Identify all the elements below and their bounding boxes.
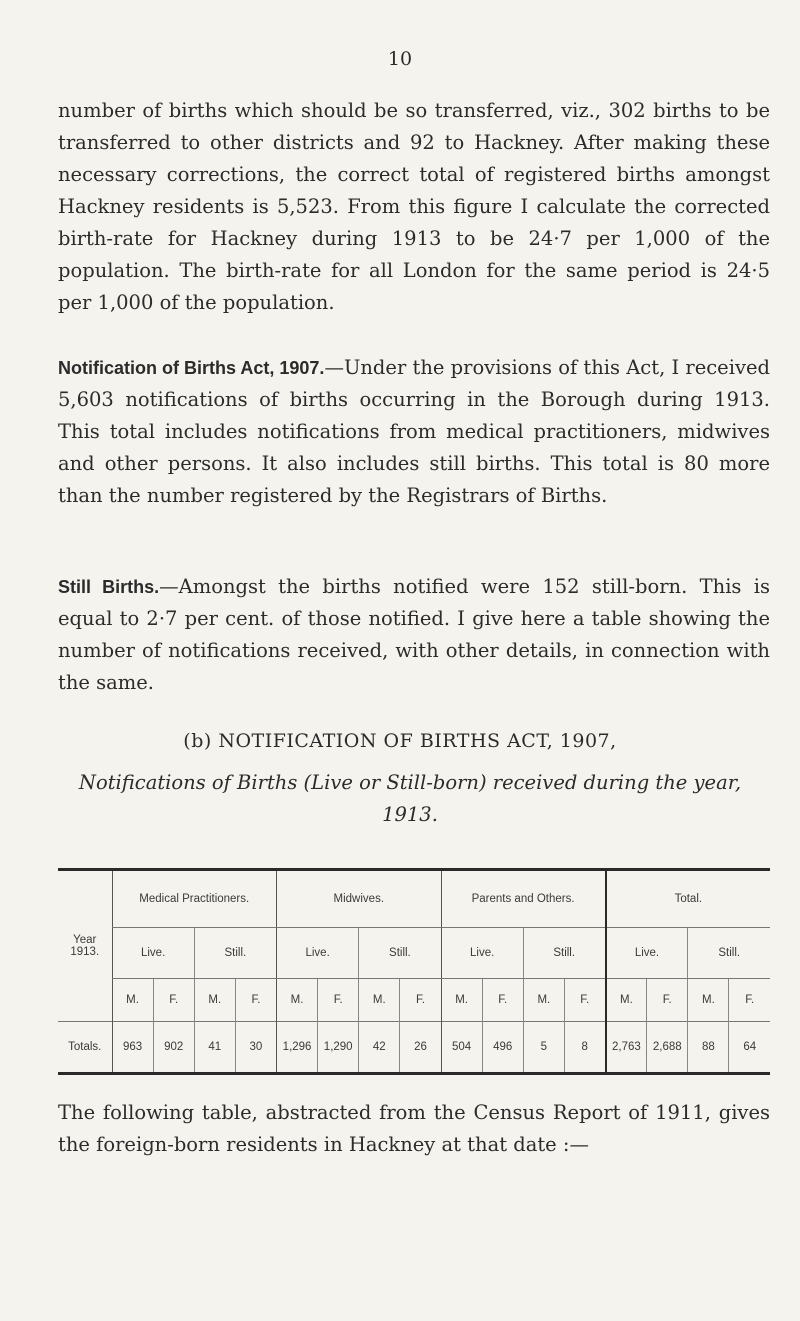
sex-header-f: F. <box>729 979 770 1022</box>
total-cell: 42 <box>359 1022 400 1074</box>
sex-header-f: F. <box>647 979 688 1022</box>
totals-label: Totals. <box>58 1022 112 1074</box>
total-cell: 88 <box>688 1022 729 1074</box>
section-subtitle: Notifications of Births (Live or Still-born) received during the year, 1913. <box>78 771 742 826</box>
sex-header-f: F. <box>482 979 523 1022</box>
notifications-table <box>58 868 770 1075</box>
sex-header-f: F. <box>318 979 359 1022</box>
still-births-heading: Still Births. <box>58 577 160 597</box>
notifications-table-wrapper <box>58 868 770 1075</box>
sex-header-m: M. <box>523 979 564 1022</box>
section-title: (b) NOTIFICATION OF BIRTHS ACT, 1907, <box>183 730 617 752</box>
sex-header-m: M. <box>606 979 647 1022</box>
total-cell: 64 <box>729 1022 770 1074</box>
total-cell: 963 <box>112 1022 153 1074</box>
subheader-still: Still. <box>359 928 441 979</box>
paragraph-notification-act <box>58 352 770 512</box>
total-cell: 2,763 <box>606 1022 647 1074</box>
sex-header-f: F. <box>235 979 276 1022</box>
sex-header-f: F. <box>153 979 194 1022</box>
total-cell: 1,296 <box>277 1022 318 1074</box>
table-row-totals <box>58 1022 770 1074</box>
notification-act-heading: Notification of Births Act, 1907. <box>58 358 325 378</box>
paragraph-birth-rate: number of births which should be so transferred, viz., 302 births to be transferred to other districts and 92 to Hackney. After making these necessary corrections, the correct total of registered births amongst Hackney residents is 5,523. From this figure I calculate the corrected birth-rate for Hackney during 1913 to be 24·7 per 1,000 of the population. The birth-rate for all London for the same period is 24·5 per 1,000 of the population. <box>58 99 770 314</box>
total-cell: 26 <box>400 1022 441 1074</box>
table-header-sex <box>58 979 770 1022</box>
total-cell: 2,688 <box>647 1022 688 1074</box>
total-cell: 1,290 <box>318 1022 359 1074</box>
total-cell: 8 <box>564 1022 605 1074</box>
subheader-live: Live. <box>112 928 194 979</box>
total-cell: 504 <box>441 1022 482 1074</box>
table-header-groups <box>58 870 770 928</box>
sex-header-m: M. <box>441 979 482 1022</box>
sex-header-m: M. <box>688 979 729 1022</box>
subheader-still: Still. <box>194 928 276 979</box>
subheader-still: Still. <box>523 928 605 979</box>
subheader-live: Live. <box>441 928 523 979</box>
sex-header-m: M. <box>112 979 153 1022</box>
sex-header-m: M. <box>194 979 235 1022</box>
group-header-midwives: Midwives. <box>277 870 442 928</box>
sex-header-m: M. <box>359 979 400 1022</box>
sex-header-f: F. <box>564 979 605 1022</box>
group-header-medical: Medical Practitioners. <box>112 870 277 928</box>
sex-header-m: M. <box>277 979 318 1022</box>
year-header: Year 1913. <box>70 934 100 958</box>
table-header-status <box>58 928 770 979</box>
page-number: 10 <box>387 48 413 70</box>
total-cell: 41 <box>194 1022 235 1074</box>
notification-act-text: —Under the provisions of this Act, I received 5,603 notifications of births occurring in the Borough during 1913. This total includes notifications from medical practitioners, midwives and other persons. It also includes still births. This total is 80 more than the number registered by the Registrars of Births. <box>58 356 770 507</box>
subheader-still: Still. <box>688 928 770 979</box>
sex-header-f: F. <box>400 979 441 1022</box>
paragraph-census: The following table, abstracted from the Census Report of 1911, gives the foreign-born residents in Hackney at that date :— <box>58 1101 770 1156</box>
subheader-live: Live. <box>277 928 359 979</box>
paragraph-still-births <box>58 571 770 699</box>
still-births-text: —Amongst the births notified were 152 still-born. This is equal to 2·7 per cent. of those notified. I give here a table showing the number of notifications received, with other details, in connection with the same. <box>58 575 770 694</box>
subheader-live: Live. <box>606 928 688 979</box>
group-header-total: Total. <box>606 870 771 928</box>
total-cell: 902 <box>153 1022 194 1074</box>
group-header-parents: Parents and Others. <box>441 870 606 928</box>
total-cell: 30 <box>235 1022 276 1074</box>
total-cell: 496 <box>482 1022 523 1074</box>
total-cell: 5 <box>523 1022 564 1074</box>
